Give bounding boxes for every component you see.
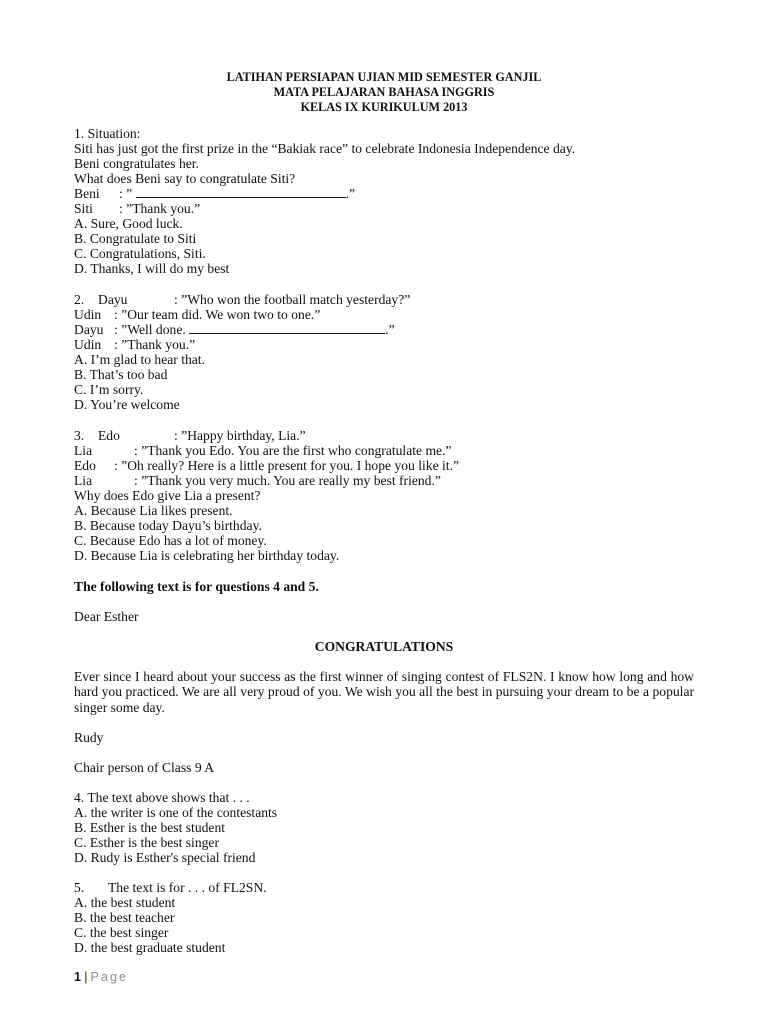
- dialogue-open: : ”: [119, 186, 136, 201]
- question-number: 3.: [74, 428, 85, 443]
- header-line-2: MATA PELAJARAN BAHASA INGGRIS: [273, 85, 495, 99]
- footer-separator: |: [84, 970, 88, 984]
- q3-dialogue-4: [74, 473, 441, 488]
- dialogue-text: : ”Our team did. We won two to one.”: [114, 307, 321, 322]
- letter-sender: Rudy: [74, 730, 104, 745]
- q3-dialogue-2: [74, 443, 451, 458]
- letter-title: CONGRATULATIONS: [314, 639, 454, 654]
- q3-option-d: D. Because Lia is celebrating her birthday today.: [74, 548, 340, 563]
- dialogue-close: .”: [345, 186, 356, 201]
- q2-option-c: C. I’m sorry.: [74, 382, 144, 397]
- q5-option-d: D. the best graduate student: [74, 940, 226, 955]
- speaker-name: Lia: [74, 443, 93, 458]
- q1-title: 1. Situation:: [74, 126, 141, 141]
- dialogue-text: : ”Who won the football match yesterday?”: [174, 292, 411, 307]
- speaker-name: Edo: [98, 428, 120, 443]
- letter-salutation: Dear Esther: [74, 609, 139, 624]
- dialogue-text: : ”Thank you.”: [119, 201, 201, 216]
- q2-dialogue-1: [74, 292, 410, 307]
- dialogue-text: : ”Thank you Edo. You are the first who congratulate me.”: [134, 443, 452, 458]
- q3-dialogue-3: [74, 458, 459, 473]
- q1-option-c: C. Congratulations, Siti.: [74, 246, 206, 261]
- q3-question: Why does Edo give Lia a present?: [74, 488, 261, 503]
- q1-situation-1: Siti has just got the first prize in the “Bakiak race” to celebrate Indonesia Independence day.: [74, 141, 576, 156]
- q4-option-b: B. Esther is the best student: [74, 820, 226, 835]
- q1-option-a: A. Sure, Good luck.: [74, 216, 183, 231]
- header-line-3: KELAS IX KURIKULUM 2013: [300, 100, 468, 114]
- q2-option-d: D. You’re welcome: [74, 397, 180, 412]
- q5-question-line: [74, 880, 267, 895]
- dialogue-text: : ”Thank you very much. You are really my best friend.”: [134, 473, 441, 488]
- letter-body: Ever since I heard about your success as the first winner of singing contest of FLS2N. I know how long and how hard you practiced. We are all very proud of you. We wish you all the best in pursuing your dream to be a popular singer some day.: [74, 669, 694, 715]
- header-line-1: LATIHAN PERSIAPAN UJIAN MID SEMESTER GANJIL: [226, 70, 542, 84]
- q5-option-b: B. the best teacher: [74, 910, 175, 925]
- q2-dialogue-2: [74, 307, 320, 322]
- q3-option-c: C. Because Edo has a lot of money.: [74, 533, 267, 548]
- q1-option-d: D. Thanks, I will do my best: [74, 261, 230, 276]
- question-number: 5.: [74, 880, 85, 895]
- page-word: Page: [90, 970, 128, 984]
- q2-dialogue-4: [74, 337, 195, 352]
- q4-option-a: A. the writer is one of the contestants: [74, 805, 278, 820]
- q1-question: What does Beni say to congratulate Siti?: [74, 171, 296, 186]
- page-footer: [74, 970, 128, 984]
- dialogue-close: .”: [385, 322, 395, 337]
- text-intro: The following text is for questions 4 and 5.: [74, 579, 319, 594]
- speaker-name: Dayu: [74, 322, 104, 337]
- q5-option-a: A. the best student: [74, 895, 176, 910]
- speaker-name: Lia: [74, 473, 93, 488]
- q4-option-c: C. Esther is the best singer: [74, 835, 219, 850]
- q1-option-b: B. Congratulate to Siti: [74, 231, 197, 246]
- q4-option-d: D. Rudy is Esther's special friend: [74, 850, 256, 865]
- q1-dialogue-2: [74, 201, 200, 216]
- speaker-name: Udin: [74, 307, 102, 322]
- q5-option-c: C. the best singer: [74, 925, 169, 940]
- letter-sender-title: Chair person of Class 9 A: [74, 760, 215, 775]
- page-number: 1: [74, 970, 82, 984]
- speaker-name: Siti: [74, 201, 93, 216]
- q3-option-b: B. Because today Dayu’s birthday.: [74, 518, 262, 533]
- speaker-name: Edo: [74, 458, 96, 473]
- q1-dialogue-1: [74, 186, 355, 201]
- answer-blank: [189, 322, 385, 334]
- q2-option-a: A. I’m glad to hear that.: [74, 352, 205, 367]
- q3-dialogue-1: [74, 428, 306, 443]
- dialogue-text: : ”Thank you.”: [114, 337, 196, 352]
- speaker-name: Beni: [74, 186, 100, 201]
- speaker-name: Dayu: [98, 292, 128, 307]
- dialogue-text: : ”Happy birthday, Lia.”: [174, 428, 306, 443]
- answer-blank: [136, 186, 346, 198]
- q2-option-b: B. That’s too bad: [74, 367, 168, 382]
- dialogue-text: : ”Oh really? Here is a little present for you. I hope you like it.”: [114, 458, 460, 473]
- q5-question: The text is for . . . of FL2SN.: [108, 880, 267, 895]
- q1-situation-2: Beni congratulates her.: [74, 156, 199, 171]
- dialogue-open: : ”Well done.: [114, 322, 190, 337]
- q3-option-a: A. Because Lia likes present.: [74, 503, 233, 518]
- q2-dialogue-3: [74, 322, 395, 337]
- question-number: 2.: [74, 292, 85, 307]
- q4-question: 4. The text above shows that . . .: [74, 790, 250, 805]
- speaker-name: Udin: [74, 337, 102, 352]
